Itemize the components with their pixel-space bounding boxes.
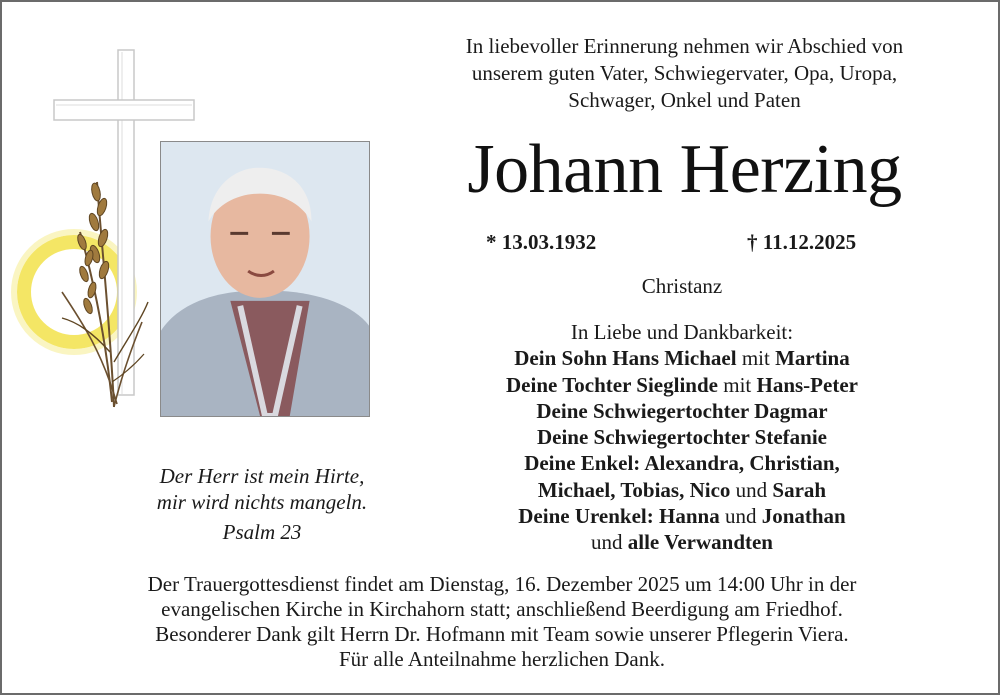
service-line: Besonderer Dank gilt Herrn Dr. Hofmann mit Team sowie unserer Pflegerin Viera. [155,622,849,646]
mourner-connector: und [719,504,762,529]
service-line: Für alle Anteilnahme herzlichen Dank. [339,647,665,671]
deceased-name: Johann Herzing [467,131,902,208]
birth-date: * 13.03.1932 [486,230,597,254]
mourner-connector: mit [736,346,776,371]
mourner-line [432,424,932,450]
mourner-name: Jonathan [761,504,846,529]
mourner-connector: mit [717,372,757,397]
mourner-lines [432,345,932,555]
intro-line: Schwager, Onkel und Paten [568,88,801,112]
mourner-line [432,450,932,476]
mourners-list [432,319,932,556]
mourner-line [432,372,932,398]
intro-text [407,33,962,114]
psalm-line: Der Herr ist mein Hirte, [159,464,365,488]
intro-line: unserem guten Vater, Schwiegervater, Opa, Uropa, [471,61,898,85]
intro-line: In liebevoller Erinnerung nehmen wir Abschied von [465,34,904,58]
mourner-connector: und [590,530,628,555]
mourner-name: Deine Schwiegertochter Dagmar [536,398,828,423]
portrait-illustration [161,142,369,416]
mourner-line [432,503,932,529]
mourner-name: Hans-Peter [756,372,858,397]
mourner-name: Deine Schwiegertochter Stefanie [536,425,828,450]
service-info [22,572,982,672]
mourner-line [432,529,932,555]
mourner-name: Deine Enkel: Alexandra, Christian, [524,451,840,476]
service-line: evangelischen Kirche in Kirchahorn statt; anschließend Beerdigung am Friedhof. [161,597,843,621]
mourner-name: Sarah [772,477,827,502]
mourner-name: Dein Sohn Hans Michael [514,346,737,371]
mourner-line [432,345,932,371]
mourners-heading: In Liebe und Dankbarkeit: [570,320,794,344]
sun-icon [14,232,134,352]
mourner-name: Martina [775,346,850,371]
mourner-name: alle Verwandten [627,530,773,555]
mourner-connector: und [730,477,773,502]
psalm-reference: Psalm 23 [222,520,302,544]
portrait-photo [160,141,370,417]
mourner-line [432,398,932,424]
mourner-line [432,477,932,503]
psalm-line: mir wird nichts mangeln. [156,490,368,514]
mourner-name: Deine Urenkel: Hanna [518,504,720,529]
mourner-name: Michael, Tobias, Nico [537,477,731,502]
psalm-quote [122,463,402,545]
service-line: Der Trauergottesdienst findet am Dienstag, 16. Dezember 2025 um 14:00 Uhr in der [147,572,857,596]
death-date: † 11.12.2025 [747,230,857,254]
mourner-name: Deine Tochter Sieglinde [506,372,718,397]
hometown: Christanz [641,274,723,298]
